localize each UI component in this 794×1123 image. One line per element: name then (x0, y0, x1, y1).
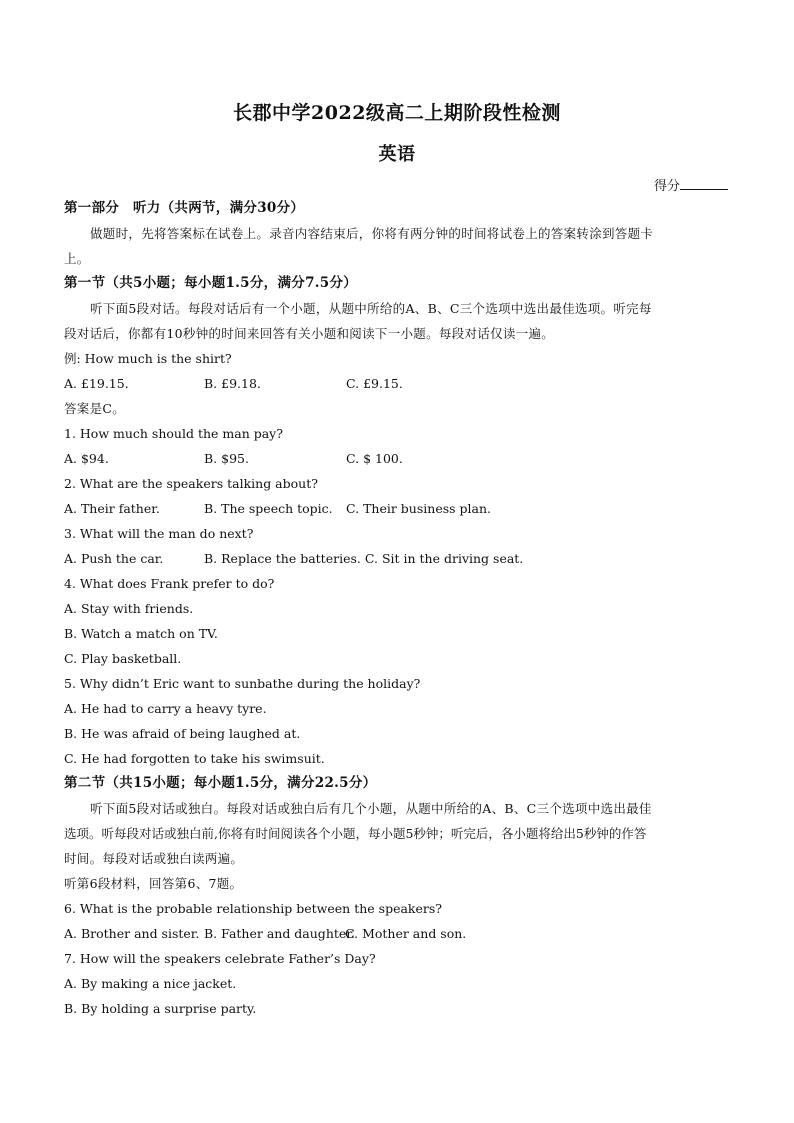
option-a: A. By making a nice jacket. (64, 976, 237, 991)
exam-title: 长郡中学2022级高二上期阶段性检测 (233, 102, 561, 124)
exam-content (64, 196, 728, 1021)
section2-instruction-line: 选项。听每段对话或独白前,你将有时间阅读各个小题，每小题5秒钟；听完后，各小题将给出5秒钟的作答 (64, 826, 647, 841)
option-c: C. Mother and son. (345, 926, 467, 941)
question-6-options (64, 921, 728, 946)
subject-title: 英语 (378, 144, 416, 165)
example-question: 例: How much is the shirt? (64, 351, 232, 366)
option-b: B. Watch a match on TV. (64, 626, 218, 641)
part1-instruction-line: 上。 (64, 251, 90, 266)
material-note: 听第6段材料，回答第6、7题。 (64, 876, 243, 891)
option-b: B. Replace the batteries. (204, 551, 361, 566)
question-7: 7. How will the speakers celebrate Father’s Day? (64, 951, 376, 966)
part1-heading: 第一部分 听力（共两节，满分30分） (64, 200, 305, 216)
example-options (64, 371, 728, 396)
option-b: B. The speech topic. (204, 501, 333, 516)
option-a: A. He had to carry a heavy tyre. (64, 701, 267, 716)
option-c: C. He had forgotten to take his swimsuit. (64, 751, 325, 766)
section2-instruction-line: 听下面5段对话或独白。每段对话或独白后有几个小题，从题中所给的A、B、C三个选项中选出最佳 (90, 801, 652, 816)
option-a: A. $94. (64, 451, 109, 466)
question-4: 4. What does Frank prefer to do? (64, 576, 275, 591)
question-1: 1. How much should the man pay? (64, 426, 283, 441)
option-a: A. Push the car. (64, 551, 164, 566)
section2-heading: 第二节（共15小题；每小题1.5分，满分22.5分） (64, 775, 377, 791)
example-option-a: A. £19.15. (64, 376, 129, 391)
section1-heading: 第一节（共5小题；每小题1.5分，满分7.5分） (64, 275, 358, 291)
option-b: B. Father and daughter. (204, 926, 355, 941)
question-2: 2. What are the speakers talking about? (64, 476, 318, 491)
example-answer: 答案是C。 (64, 401, 126, 416)
example-option-c: C. £9.15. (346, 376, 403, 391)
question-1-options (64, 446, 728, 471)
option-b: B. He was afraid of being laughed at. (64, 726, 301, 741)
question-3: 3. What will the man do next? (64, 526, 254, 541)
option-a: A. Stay with friends. (64, 601, 194, 616)
example-option-b: B. £9.18. (204, 376, 261, 391)
question-2-options (64, 496, 728, 521)
option-c: C. Play basketball. (64, 651, 182, 666)
score-field (654, 175, 728, 194)
score-label: 得分 (653, 179, 680, 194)
option-a: A. Brother and sister. (64, 926, 200, 941)
option-b: B. $95. (204, 451, 249, 466)
option-c: C. $ 100. (346, 451, 403, 466)
part1-instruction-line: 做题时，先将答案标在试卷上。录音内容结束后，你将有两分钟的时间将试卷上的答案转涂到答题卡 (90, 226, 654, 241)
option-c: C. Sit in the driving seat. (364, 551, 524, 566)
question-3-options (64, 546, 728, 571)
section1-instruction-line: 听下面5段对话。每段对话后有一个小题，从题中所给的A、B、C三个选项中选出最佳选项。听完每 (90, 301, 652, 316)
question-6: 6. What is the probable relationship between the speakers? (64, 901, 442, 916)
section2-instruction-line: 时间。每段对话或独白读两遍。 (64, 851, 244, 866)
section1-instruction-line: 段对话后，你都有10秒钟的时间来回答有关小题和阅读下一小题。每段对话仅读一遍。 (64, 326, 555, 341)
option-b: B. By holding a surprise party. (64, 1001, 257, 1016)
question-5: 5. Why didn’t Eric want to sunbathe during the holiday? (64, 676, 421, 691)
option-a: A. Their father. (64, 501, 160, 516)
option-c: C. Their business plan. (346, 501, 491, 516)
score-blank[interactable] (680, 177, 728, 190)
